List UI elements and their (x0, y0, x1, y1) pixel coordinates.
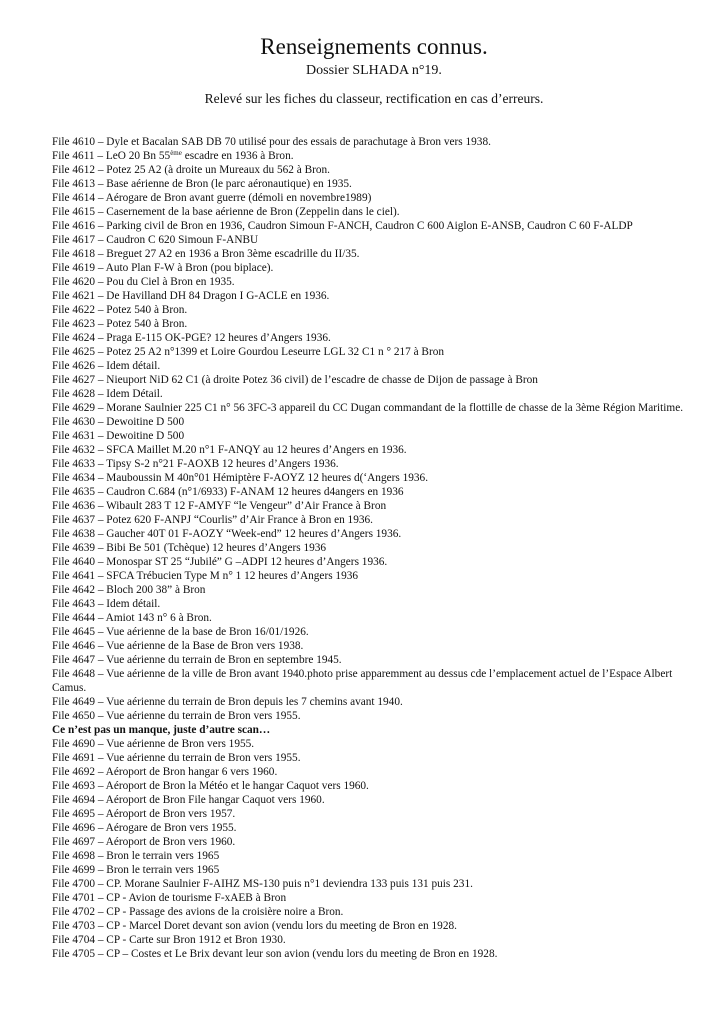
file-entry: File 4646 – Vue aérienne de la Base de Bron vers 1938. (52, 640, 304, 652)
file-entry: File 4639 – Bibi Be 501 (Tchèque) 12 heures d’Angers 1936 (52, 542, 327, 554)
file-entry: File 4648 – Vue aérienne de la ville de Bron avant 1940.photo prise apparemment au dessus cde l’emplacement actuel de l’Espace Albert Camus. (52, 668, 673, 694)
file-entry: File 4636 – Wibault 283 T 12 F-AMYF “le Vengeur” d’Air France à Bron (52, 500, 387, 512)
file-entry: File 4650 – Vue aérienne du terrain de Bron vers 1955. (52, 710, 301, 722)
file-entry: File 4618 – Breguet 27 A2 en 1936 a Bron 3ème escadrille du II/35. (52, 248, 360, 260)
dossier-subtitle: Dossier SLHADA n°19. (306, 63, 442, 78)
file-entry: File 4644 – Amiot 143 n° 6 à Bron. (52, 612, 212, 624)
file-entry: File 4641 – SFCA Trébucien Type M n° 1 12 heures d’Angers 1936 (52, 570, 359, 582)
file-entry: File 4699 – Bron le terrain vers 1965 (52, 864, 220, 876)
superscript-ordinal: ème (170, 149, 182, 157)
file-entry: File 4643 – Idem détail. (52, 598, 161, 610)
file-entry: File 4625 – Potez 25 A2 n°1399 et Loire Gourdou Leseurre LGL 32 C1 n ° 217 à Bron (52, 346, 445, 358)
section-note: Ce n’est pas un manque, juste d’autre scan… (52, 724, 271, 736)
file-entry: File 4695 – Aéroport de Bron vers 1957. (52, 808, 236, 820)
intro-text: Relevé sur les fiches du classeur, rectification en cas d’erreurs. (204, 91, 544, 106)
file-entry: File 4633 – Tipsy S-2 n°21 F-AOXB 12 heures d’Angers 1936. (52, 458, 339, 470)
file-entry: File 4632 – SFCA Maillet M.20 n°1 F-ANQY au 12 heures d’Angers en 1936. (52, 444, 407, 456)
file-entry: File 4627 – Nieuport NiD 62 C1 (à droite Potez 36 civil) de l’escadre de chasse de Dijon de passage à Bron (52, 374, 538, 386)
file-entry: File 4640 – Monospar ST 25 “Jubilé” G –ADPI 12 heures d’Angers 1936. (52, 556, 388, 568)
file-entry: File 4647 – Vue aérienne du terrain de Bron en septembre 1945. (52, 654, 342, 666)
file-list (52, 135, 692, 961)
file-entry: File 4700 – CP. Morane Saulnier F-AIHZ MS-130 puis n°1 deviendra 133 puis 131 puis 231. (52, 878, 473, 890)
file-entry: File 4702 – CP - Passage des avions de la croisière noire a Bron. (52, 906, 344, 918)
file-entry: File 4697 – Aéroport de Bron vers 1960. (52, 836, 236, 848)
file-entry: File 4637 – Potez 620 F-ANPJ “Courlis” d’Air France à Bron en 1936. (52, 514, 373, 526)
file-entry (52, 149, 692, 163)
file-entry: File 4691 – Vue aérienne du terrain de Bron vers 1955. (52, 752, 301, 764)
file-entry: File 4692 – Aéroport de Bron hangar 6 vers 1960. (52, 766, 278, 778)
file-entry: File 4610 – Dyle et Bacalan SAB DB 70 utilisé pour des essais de parachutage à Bron vers 1938. (52, 136, 491, 148)
file-entry: File 4631 – Dewoitine D 500 (52, 430, 185, 442)
file-entry: File 4634 – Mauboussin M 40n°01 Hémiptère F-AOYZ 12 heures d(‘Angers 1936. (52, 472, 429, 484)
file-entry: File 4613 – Base aérienne de Bron (le parc aéronautique) en 1935. (52, 178, 352, 190)
file-entry: File 4623 – Potez 540 à Bron. (52, 318, 188, 330)
file-entry: File 4635 – Caudron C.684 (n°1/6933) F-ANAM 12 heures d4angers en 1936 (52, 486, 404, 498)
file-entry-text: File 4611 – LeO 20 Bn 55 (52, 150, 171, 162)
file-entry: File 4615 – Casernement de la base aérienne de Bron (Zeppelin dans le ciel). (52, 206, 400, 218)
file-entry: File 4624 – Praga E-115 OK-PGE? 12 heures d’Angers 1936. (52, 332, 331, 344)
file-entry: File 4693 – Aéroport de Bron la Météo et le hangar Caquot vers 1960. (52, 780, 369, 792)
file-entry: File 4620 – Pou du Ciel à Bron en 1935. (52, 276, 235, 288)
file-entry: File 4616 – Parking civil de Bron en 1936, Caudron Simoun F-ANCH, Caudron C 600 Aiglon E-ANSB, Caudron C 60 F-ALDP (52, 220, 633, 232)
file-entry: File 4614 – Aérogare de Bron avant guerre (démoli en novembre1989) (52, 192, 372, 204)
file-entry: File 4630 – Dewoitine D 500 (52, 416, 185, 428)
file-entry: File 4619 – Auto Plan F-W à Bron (pou biplace). (52, 262, 274, 274)
file-entry: File 4621 – De Havilland DH 84 Dragon I G-ACLE en 1936. (52, 290, 330, 302)
file-entry: File 4694 – Aéroport de Bron File hangar Caquot vers 1960. (52, 794, 325, 806)
page-title: Renseignements connus. (260, 34, 488, 59)
file-entry: File 4698 – Bron le terrain vers 1965 (52, 850, 220, 862)
file-entry: File 4617 – Caudron C 620 Simoun F-ANBU (52, 234, 259, 246)
file-entry: File 4622 – Potez 540 à Bron. (52, 304, 188, 316)
file-entry: File 4703 – CP - Marcel Doret devant son avion (vendu lors du meeting de Bron en 1928. (52, 920, 457, 932)
file-entry: File 4629 – Morane Saulnier 225 C1 n° 56 3FC-3 appareil du CC Dugan commandant de la flottille de chasse de la 3ème Région Maritime. (52, 402, 684, 414)
file-entry: File 4638 – Gaucher 40T 01 F-AOZY “Week-end” 12 heures d’Angers 1936. (52, 528, 402, 540)
file-entry: File 4701 – CP - Avion de tourisme F-xAEB à Bron (52, 892, 287, 904)
file-entry-text: escadre en 1936 à Bron. (181, 150, 294, 162)
file-entry: File 4628 – Idem Détail. (52, 388, 163, 400)
file-entry: File 4696 – Aérogare de Bron vers 1955. (52, 822, 237, 834)
file-entry: File 4704 – CP - Carte sur Bron 1912 et Bron 1930. (52, 934, 286, 946)
file-entry: File 4645 – Vue aérienne de la base de Bron 16/01/1926. (52, 626, 309, 638)
file-entry: File 4690 – Vue aérienne de Bron vers 1955. (52, 738, 255, 750)
file-entry: File 4626 – Idem détail. (52, 360, 161, 372)
file-entry: File 4642 – Bloch 200 38” à Bron (52, 584, 206, 596)
file-entry: File 4649 – Vue aérienne du terrain de Bron depuis les 7 chemins avant 1940. (52, 696, 403, 708)
file-entry: File 4705 – CP – Costes et Le Brix devant leur son avion (vendu lors du meeting de Bron en 1928. (52, 948, 498, 960)
file-entry: File 4612 – Potez 25 A2 (à droite un Mureaux du 562 à Bron. (52, 164, 330, 176)
